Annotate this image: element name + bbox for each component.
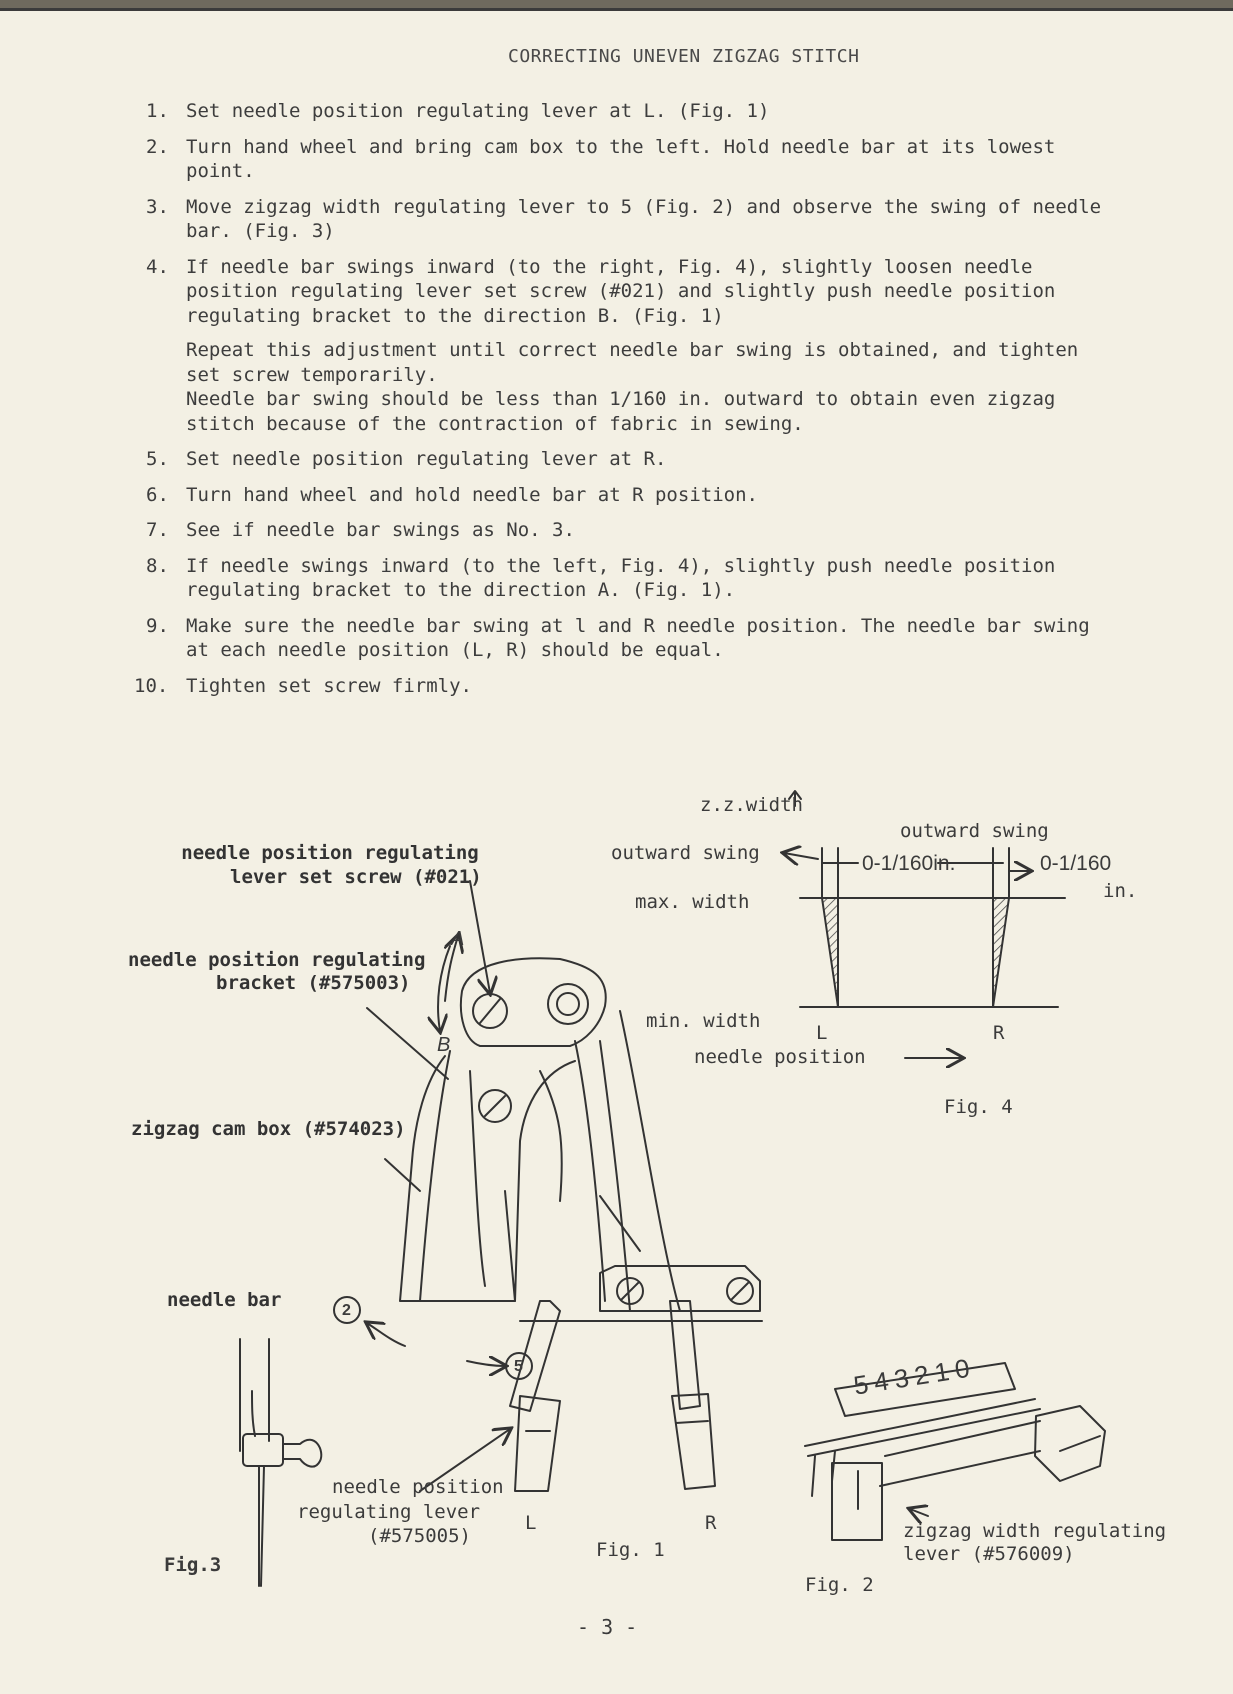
- needle-position-label: needle position: [694, 1046, 866, 1068]
- swing-right-value: 0-1/160: [1040, 852, 1112, 875]
- fig2-label-line1: zigzag width regulating: [903, 1520, 1167, 1542]
- bracket-hole: [548, 984, 588, 1024]
- thumb-screw: [283, 1440, 321, 1467]
- left-outward-arrow: [784, 853, 818, 859]
- step-note-paragraph: Needle bar swing should be less than 1/160 in. outward to obtain even zigzag stitch because of the contraction of fabric in sewing.: [186, 388, 1056, 435]
- step-number: 8.: [146, 554, 169, 577]
- needle-bar-label: needle bar: [167, 1289, 282, 1311]
- fig3-diagram: [240, 1339, 321, 1586]
- step-number: 2.: [146, 135, 169, 158]
- rail-top: [805, 1399, 1035, 1446]
- fig1-caption: Fig. 1: [596, 1539, 665, 1561]
- fig4-pos-r: R: [993, 1022, 1005, 1044]
- swing-arrow-2: [367, 1323, 405, 1346]
- step-text: Move zigzag width regulating lever to 5 (Fig. 2) and observe the swing of needle bar. (Fig. 3): [186, 195, 1102, 242]
- fig1-pos-l: L: [525, 1512, 537, 1534]
- set-screw-leader: [470, 881, 490, 993]
- step-text: Turn hand wheel and bring cam box to the left. Hold needle bar at its lowest point.: [186, 135, 1056, 182]
- lever-block: [1035, 1406, 1105, 1481]
- set-screw-label-line1: needle position regulating: [181, 842, 479, 864]
- lever-label-line1: needle position: [332, 1476, 504, 1498]
- lever-l-knob: [515, 1396, 560, 1491]
- needle-clamp: [243, 1434, 283, 1466]
- fig3-caption: Fig.3: [164, 1554, 222, 1576]
- min-width-label: min. width: [646, 1010, 761, 1032]
- set-screw-label-line2: lever set screw (#021): [230, 866, 482, 888]
- step-number: 3.: [146, 195, 169, 218]
- step-number: 4.: [146, 255, 169, 278]
- lever-r-arm: [670, 1301, 700, 1409]
- direction-b-label: B: [437, 1034, 451, 1056]
- page-number: - 3 -: [577, 1615, 638, 1639]
- fig4-diagram: [784, 11, 1065, 1058]
- fig1-pos-r: R: [705, 1512, 717, 1534]
- regulating-bracket: [461, 958, 606, 1046]
- step-text: Tighten set screw firmly.: [186, 674, 472, 697]
- zigzag-cam-box: [420, 1051, 575, 1301]
- max-width-label: max. width: [635, 891, 750, 913]
- step-text: See if needle bar swings as No. 3.: [186, 519, 575, 541]
- step-text: If needle swings inward (to the left, Fig. 4), slightly push needle position regulating bracket to the direction A. (Fig. 1).: [186, 554, 1056, 601]
- fig2-caption: Fig. 2: [805, 1574, 874, 1596]
- outward-swing-left-label: outward swing: [611, 842, 760, 864]
- bracket-label-line2: bracket (#575003): [216, 972, 411, 994]
- lever-label-line2: regulating lever: [297, 1501, 481, 1523]
- outward-swing-right-label: outward swing: [900, 820, 1049, 842]
- step-number: 6.: [146, 483, 169, 506]
- swing-arrow-5: [467, 1361, 505, 1366]
- cam-box-label: zigzag cam box (#574023): [131, 1118, 406, 1140]
- step-text: Make sure the needle bar swing at l and R needle position. The needle bar swing at each needle position (L, R) should be equal.: [186, 614, 1090, 661]
- step-text: Turn hand wheel and hold needle bar at R position.: [186, 483, 758, 506]
- bracket-leader: [367, 1008, 451, 1079]
- swing-left-value: 0-1/160in.: [862, 852, 956, 875]
- step-number: 1.: [146, 100, 169, 122]
- step-text: Set needle position regulating lever at L. (Fig. 1): [186, 100, 770, 122]
- step-number: 7.: [146, 519, 169, 541]
- step-number: 9.: [146, 614, 169, 637]
- step-text: If needle bar swings inward (to the right, Fig. 4), slightly loosen needle position regulating lever set screw (#021) and slightly push needle position regulating bracket to the direction B. (Fig. 1): [186, 255, 1056, 327]
- zz-width-label: z.z.width: [700, 794, 803, 816]
- step-number: 5.: [146, 448, 169, 470]
- cam-box-leader: [385, 1159, 420, 1191]
- right-swing-wedge: [993, 898, 1009, 1007]
- page-title: CORRECTING UNEVEN ZIGZAG STITCH: [508, 46, 860, 67]
- direction-a-label: A: [451, 928, 465, 950]
- circle-5-label: 5: [514, 1358, 523, 1375]
- fig4-caption: Fig. 4: [944, 1096, 1013, 1118]
- fig2-diagram: [805, 1363, 1105, 1540]
- manual-page: [0, 8, 1233, 1694]
- step-number: 10.: [134, 674, 169, 697]
- swing-right-unit: in.: [1103, 880, 1138, 902]
- circle-2-label: 2: [342, 1302, 351, 1319]
- bracket-label-line1: needle position regulating: [128, 949, 426, 971]
- lever-label-line3: (#575005): [368, 1525, 471, 1547]
- fig4-pos-l: L: [816, 1022, 828, 1044]
- fig2-leader: [910, 1509, 928, 1516]
- direction-b-arrow: [438, 946, 450, 1031]
- fig2-label-line2: lever (#576009): [903, 1543, 1075, 1565]
- width-scale-numbers: 543210: [851, 1351, 978, 1401]
- step-text: Set needle position regulating lever at R.: [186, 448, 667, 470]
- left-swing-wedge: [822, 898, 838, 1007]
- step-note-paragraph: Repeat this adjustment until correct needle bar swing is obtained, and tighten set screw temporarily.: [186, 339, 1079, 386]
- lever-r-knob: [672, 1394, 715, 1489]
